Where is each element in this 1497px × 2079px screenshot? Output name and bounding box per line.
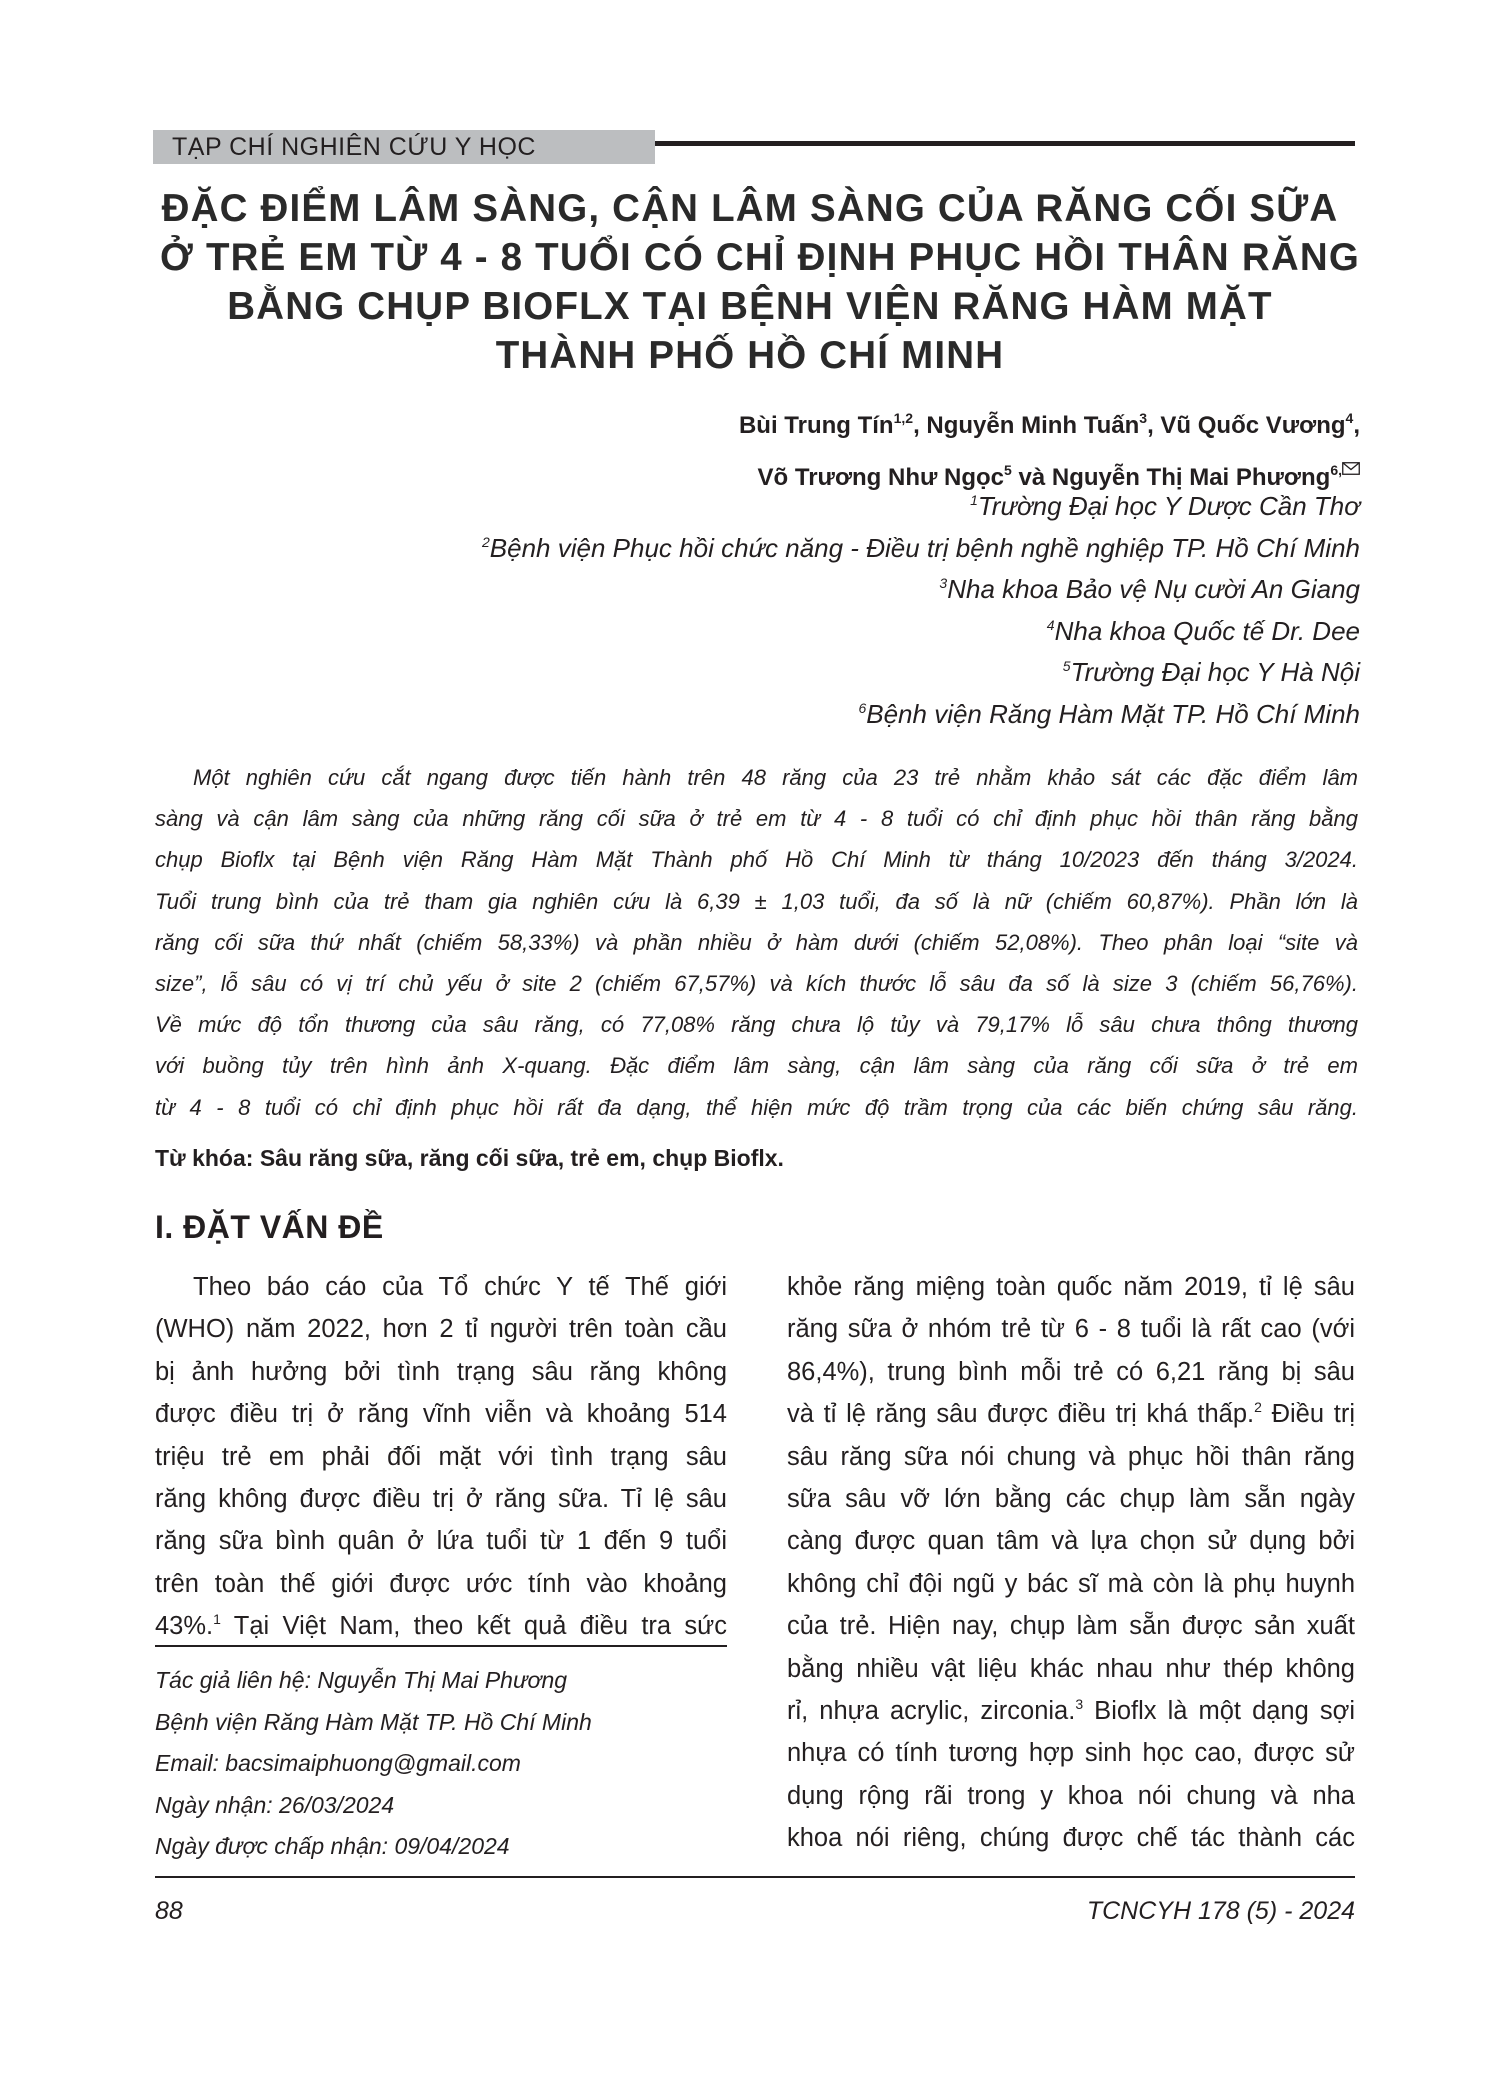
journal-header-rule [655,141,1355,146]
body-text: 43%. [155,1612,214,1641]
body-line: nhựa có tính tương hợp sinh học cao, được sử [787,1739,1355,1768]
affiliation-item [482,528,1360,570]
title-line: Ở TRẺ EM TỪ 4 - 8 TUỔI CÓ CHỈ ĐỊNH PHỤC HỒI THÂN RĂNG [160,236,1360,279]
abstract-line: sàng và cận lâm sàng của những răng cối sữa ở trẻ em từ 4 - 8 tuổi có chỉ định phục hồi thân răng bằng [155,806,1358,832]
affiliation-name: Bệnh viện Răng Hàm Mặt TP. Hồ Chí Minh [866,698,1360,729]
author-affil-sup: 5 [1004,462,1012,478]
body-line: Theo báo cáo của Tổ chức Y tế Thế giới [193,1273,727,1301]
author-name: Nguyễn Minh Tuấn [926,412,1140,439]
journal-header-label: TẠP CHÍ NGHIÊN CỨU Y HỌC [172,133,536,161]
abstract-line: Tuổi trung bình của trẻ tham gia nghiên cứu là 6,39 ± 1,03 tuổi, đa số là nữ (chiếm 60,87%). Phần lớn là [155,888,1358,914]
affiliation-item [482,611,1360,653]
body-text: Tại Việt Nam, theo kết quả điều tra sức [220,1612,727,1641]
body-line: không chỉ đội ngũ y bác sĩ mà còn là phụ huynh [787,1569,1355,1598]
body-text: Điều trị [1261,1400,1355,1429]
body-line: càng được quan tâm và lựa chọn sử dụng bởi [787,1527,1355,1556]
affiliation-name: Nha khoa Bảo vệ Nụ cười An Giang [947,574,1360,605]
abstract-line: từ 4 - 8 tuổi có chỉ định phục hồi rất đa dạng, thể hiện mức độ trầm trọng của các biến chứng sâu răng. [155,1094,1358,1120]
body-text: rỉ, nhựa acrylic, zirconia. [787,1697,1076,1726]
abstract-line: răng cối sữa thứ nhất (chiếm 58,33%) và phần nhiều ở hàm dưới (chiếm 52,08%). Theo phân loại “site và [155,929,1358,955]
body-line: sâu răng sữa nói chung và phục hồi thân răng [787,1442,1355,1471]
body-right-column [787,1266,1355,1860]
affiliation-name: Trường Đại học Y Hà Nội [1070,657,1360,688]
author-affil-sup: 4 [1345,410,1354,426]
affiliation-item [482,486,1360,528]
body-line: khoa nói riêng, chúng được chế tác thành các [787,1824,1355,1853]
abstract-line: size”, lỗ sâu có vị trí chủ yếu ở site 2 (chiếm 67,57%) và kích thước lỗ sâu đa số là size 3 (chiếm 56,76%). [155,971,1358,997]
reference-sup: 2 [1254,1399,1262,1416]
affiliation-item [482,569,1360,611]
title-line: ĐẶC ĐIỂM LÂM SÀNG, CẬN LÂM SÀNG CỦA RĂNG CỐI SỮA [161,187,1339,230]
page-number: 88 [155,1897,183,1925]
body-line [787,1393,1355,1435]
body-text: Bioflx là một dạng sợi [1083,1697,1355,1726]
affiliation-item [482,694,1360,736]
author-affil-sup: 1,2 [893,410,914,426]
author-name: Nguyễn Thị Mai Phương [1051,464,1331,491]
affiliation-item [482,652,1360,694]
abstract-line: với buồng tủy trên hình ảnh X-quang. Đặc điểm lâm sàng, cận lâm sàng của răng cối sữa ở trẻ em [155,1053,1358,1079]
affiliation-name: Nha khoa Quốc tế Dr. Dee [1054,615,1360,646]
abstract-line: chụp Bioflx tại Bệnh viện Răng Hàm Mặt Thành phố Hồ Chí Minh từ tháng 10/2023 đến tháng 3/2024. [155,847,1358,873]
correspondence-institution: Bệnh viện Răng Hàm Mặt TP. Hồ Chí Minh [155,1708,592,1735]
body-line: bằng nhiều vật liệu khác nhau như thép không [787,1654,1355,1683]
accepted-date: Ngày được chấp nhận: 09/04/2024 [155,1833,510,1860]
author-affil-sup: 6, [1330,462,1342,478]
received-date: Ngày nhận: 26/03/2024 [155,1791,395,1818]
affiliation-number: 5 [1062,658,1071,675]
affiliation-number: 6 [858,699,867,716]
title-line: BẰNG CHỤP BIOFLX TẠI BỆNH VIỆN RĂNG HÀM MẶT [227,285,1273,328]
author-line-1: Bùi Trung Tín$^{1,2}$, Nguyễn Minh Tuấn$^3$, Vũ Quốc Vương$^4$, [738,410,1360,439]
keywords-label: Từ khóa: [155,1145,254,1171]
body-line: dụng rộng rãi trong y khoa nói chung và nha [787,1781,1355,1810]
correspondence-block [155,1660,592,1868]
author-name: Võ Trương Như Ngọc [757,464,1005,491]
journal-issue: TCNCYH 178 (5) - 2024 [1086,1897,1355,1925]
author-list [739,405,1360,499]
body-line: 86,4%), trung bình mỗi trẻ có 6,21 răng bị sâu [787,1357,1355,1386]
abstract-line: Một nghiên cứu cắt ngang được tiến hành trên 48 răng của 23 trẻ nhằm khảo sát các đặc điểm lâm [193,765,1358,790]
keywords-text: Sâu răng sữa, răng cối sữa, trẻ em, chụp Bioflx. [259,1145,784,1171]
abstract [155,757,1358,1128]
author-name: Vũ Quốc Vương [1160,412,1346,439]
correspondence-rule [155,1645,727,1647]
footer-rule [155,1876,1355,1878]
body-line: triệu trẻ em phải đối mặt với tình trạng sâu [155,1442,727,1471]
affiliation-number: 4 [1046,616,1055,633]
body-line: sữa sâu vỡ lớn bằng các chụp làm sẵn ngày [787,1485,1355,1514]
correspondence-email: Email: bacsimaiphuong@gmail.com [155,1750,521,1777]
article-title [160,184,1360,380]
affiliation-number: 1 [970,492,978,508]
body-line: răng sữa bình quân ở lứa tuổi từ 1 đến 9 tuổi [155,1527,727,1556]
author-affil-sup: 3 [1139,410,1148,426]
reference-sup: 1 [213,1611,221,1628]
author-conjunction: và [1018,464,1046,491]
affiliation-list [482,486,1360,736]
keywords [155,1143,784,1173]
body-line: trên toàn thế giới được ước tính vào khoảng [155,1569,727,1598]
body-line: của trẻ. Hiện nay, chụp làm sẵn được sản xuất [787,1612,1355,1641]
affiliation-name: Bệnh viện Phục hồi chức năng - Điều trị bệnh nghề nghiệp TP. Hồ Chí Minh [489,532,1360,563]
body-left-column [155,1266,727,1648]
body-line [787,1690,1355,1732]
abstract-line: Về mức độ tổn thương của sâu răng, có 77,08% răng chưa lộ tủy và 79,17% lỗ sâu chưa thông thương [155,1012,1358,1038]
envelope-icon [1342,447,1360,489]
section-heading: I. ĐẶT VẤN ĐỀ [155,1209,384,1245]
affiliation-number: 3 [939,575,948,592]
body-line: được điều trị ở răng vĩnh viễn và khoảng 514 [155,1400,727,1429]
body-line: bị ảnh hưởng bởi tình trạng sâu răng không [155,1357,727,1386]
body-line: (WHO) năm 2022, hơn 2 tỉ người trên toàn cầu [155,1315,727,1344]
body-line: răng sữa ở nhóm trẻ từ 6 - 8 tuổi là rất cao (với [787,1315,1355,1344]
title-line: THÀNH PHỐ HỒ CHÍ MINH [495,334,1005,377]
body-line [155,1605,727,1647]
correspondence-author: Tác giả liên hệ: Nguyễn Thị Mai Phương [155,1667,568,1693]
affiliation-name: Trường Đại học Y Dược Cần Thơ [977,491,1360,521]
affiliation-number: 2 [482,533,490,550]
reference-sup: 3 [1075,1696,1084,1713]
body-line: khỏe răng miệng toàn quốc năm 2019, tỉ lệ sâu [787,1273,1355,1301]
author-name: Bùi Trung Tín [738,412,894,439]
body-text: và tỉ lệ răng sâu được điều trị khá thấp. [787,1400,1255,1429]
body-line: răng không được điều trị ở răng sữa. Tỉ lệ sâu [155,1485,727,1514]
